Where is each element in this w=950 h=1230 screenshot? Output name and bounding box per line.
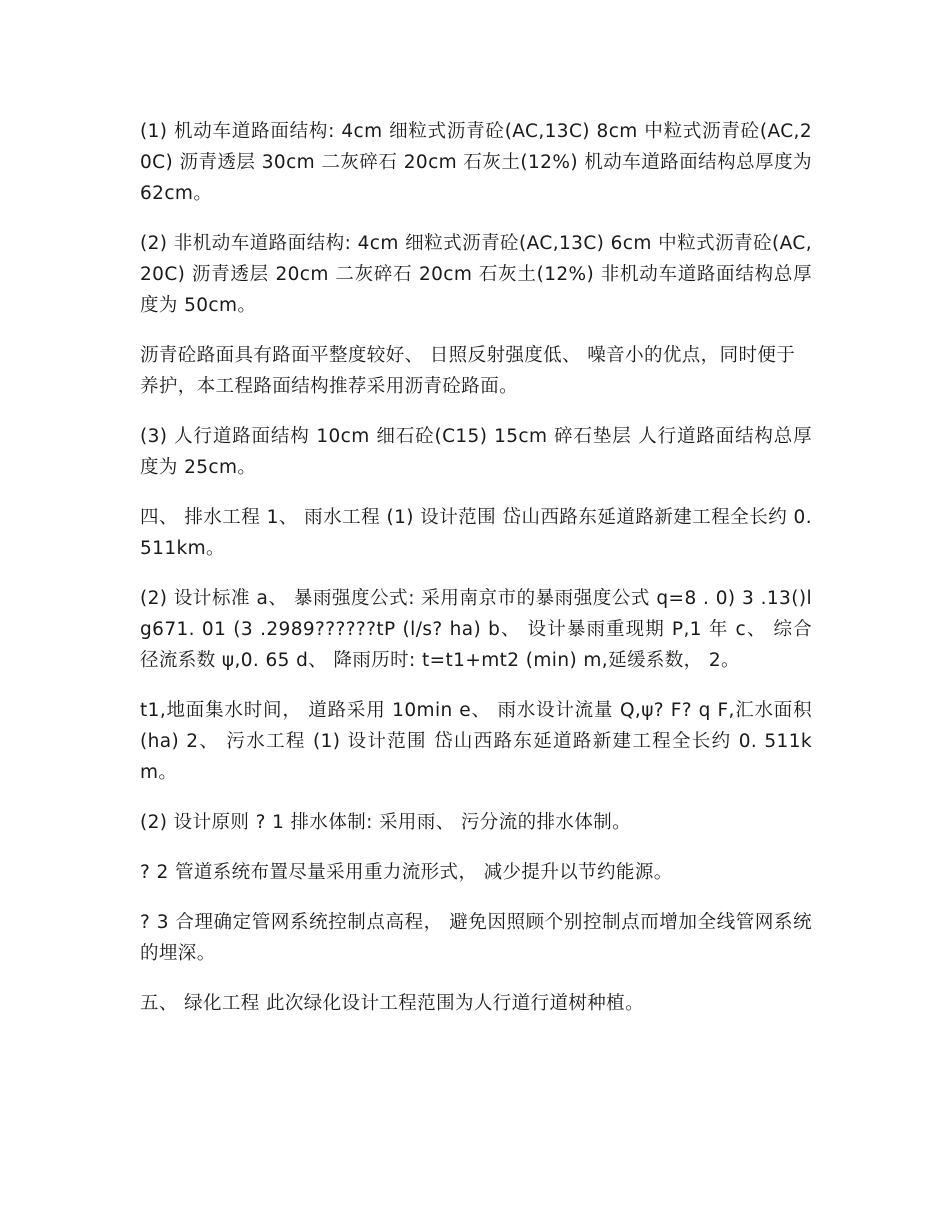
paragraph-drainage-rainwater-scope: 四、 排水工程 1、 雨水工程 (1) 设计范围 岱山西路东延道路新建工程全长约 0. 511km。 [140, 507, 812, 559]
paragraph-greening: 五、 绿化工程 此次绿化设计工程范围为人行道行道树种植。 [140, 993, 644, 1014]
paragraph-design-standard: (2) 设计标准 a、 暴雨强度公式: 采用南京市的暴雨强度公式 q=8 . 0) 3 .13()lg671. 01 (3 .2989??????tP (l/s? ha) b、 设计暴雨重现期 P,1 年 c、 综合径流系数 ψ,0. 65 d、 降雨历时: t=t1+mt2 (min) m,延缓系数， 2。 [140, 588, 812, 671]
paragraph-motor-lane-pavement: (1) 机动车道路面结构: 4cm 细粒式沥青砼(AC,13C) 8cm 中粒式沥青砼(AC,20C) 沥青透层 30cm 二灰碎石 20cm 石灰土(12%) 机动车道路面结构总厚度为 62cm。 [140, 121, 812, 204]
paragraph-non-motor-lane-pavement: (2) 非机动车道路面结构: 4cm 细粒式沥青砼(AC,13C) 6cm 中粒式沥青砼(AC,20C) 沥青透层 20cm 二灰碎石 20cm 石灰土(12%) 非机动车道路面结构总厚度为 50cm。 [140, 233, 812, 316]
document-page [140, 116, 812, 1038]
paragraph-design-principle-1: (2) 设计原则 ? 1 排水体制: 采用雨、 污分流的排水体制。 [140, 812, 632, 833]
paragraph-design-principle-2: ? 2 管道系统布置尽量采用重力流形式， 减少提升以节约能源。 [140, 862, 673, 883]
paragraph-design-principle-3: ? 3 合理确定管网系统控制点高程， 避免因照顾个别控制点而增加全线管网系统的埋深。 [140, 912, 812, 964]
paragraph-sewage-scope: t1,地面集水时间， 道路采用 10min e、 雨水设计流量 Q,ψ? F? q F,汇水面积(ha) 2、 污水工程 (1) 设计范围 岱山西路东延道路新建工程全长约 0. 511km。 [140, 700, 812, 783]
paragraph-asphalt-advantages: 沥青砼路面具有路面平整度较好、 日照反射强度低、 噪音小的优点，同时便于养护，本工程路面结构推荐采用沥青砼路面。 [140, 345, 796, 397]
paragraph-sidewalk-pavement: (3) 人行道路面结构 10cm 细石砼(C15) 15cm 碎石垫层 人行道路面结构总厚度为 25cm。 [140, 426, 812, 478]
